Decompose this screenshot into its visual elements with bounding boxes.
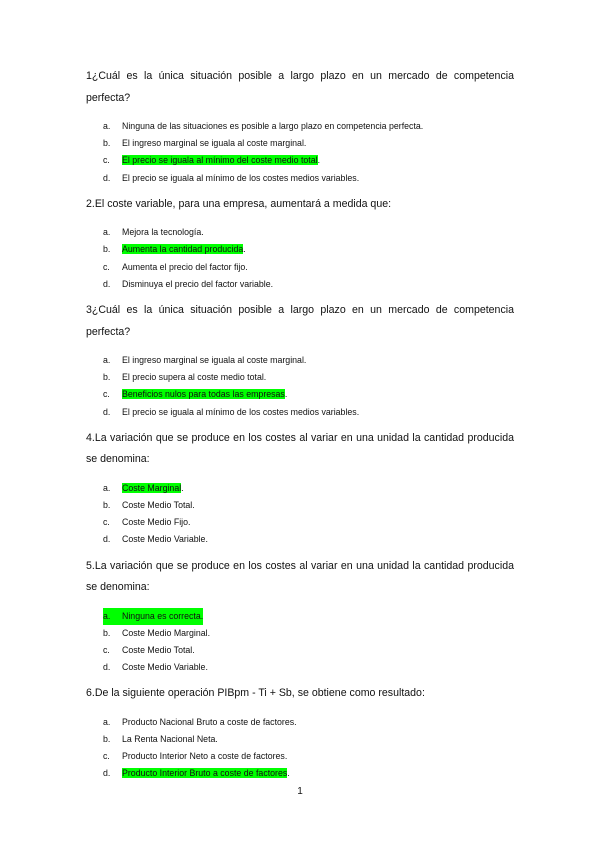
option-letter: b. — [103, 499, 111, 510]
option-item — [86, 659, 514, 676]
option-text: El precio se iguala al mínimo de los costes medios variables. — [122, 172, 360, 183]
option-text-wrap — [122, 642, 195, 659]
option-text: Coste Medio Fijo. — [122, 517, 191, 528]
option-suffix: . — [181, 482, 184, 493]
question-text: 3¿Cuál es la única situación posible a largo plazo en un mercado de competencia perfecta? — [86, 304, 514, 338]
option-item — [86, 608, 514, 625]
document-page — [86, 66, 514, 790]
option-text-wrap — [122, 531, 208, 548]
highlighted-answer: Beneficios nulos para todas las empresas — [122, 389, 285, 400]
highlighted-answer: Coste Marginal — [122, 482, 182, 493]
option-suffix: . — [243, 244, 246, 255]
option-letter: a. — [103, 121, 111, 131]
option-item — [86, 642, 514, 659]
option-letter: c. — [103, 517, 110, 528]
question-text: 5.La variación que se produce en los costes al variar en una unidad la cantidad producida se denomina: — [86, 559, 514, 593]
option-item — [86, 765, 514, 782]
option-letter: c. — [103, 389, 110, 400]
option-text: La Renta Nacional Neta. — [122, 733, 218, 744]
option-letter: a. — [103, 482, 111, 493]
option-item — [86, 369, 514, 386]
option-letter: d. — [103, 534, 111, 545]
option-text-wrap — [122, 731, 218, 748]
option-text-wrap — [122, 276, 273, 293]
option-letter: a. — [103, 610, 111, 621]
option-text-wrap — [122, 714, 297, 731]
option-item — [86, 404, 514, 421]
option-text-wrap — [122, 259, 248, 276]
option-text-wrap — [122, 152, 320, 169]
options-list — [86, 608, 514, 677]
option-text-wrap — [122, 480, 184, 497]
option-text: Mejora la tecnología. — [122, 227, 204, 238]
option-letter: b. — [103, 627, 111, 638]
highlighted-answer: El precio se iguala al mínimo del coste medio total — [122, 155, 318, 166]
option-letter: c. — [103, 155, 110, 166]
option-letter: d. — [103, 406, 111, 417]
option-text: Producto Interior Neto a coste de factores. — [122, 751, 288, 762]
option-text: Coste Medio Variable. — [122, 662, 208, 673]
option-letter: b. — [103, 372, 111, 383]
highlighted-answer: Aumenta la cantidad producida — [122, 244, 244, 255]
option-text-wrap — [122, 497, 195, 514]
option-text: Coste Medio Variable. — [122, 534, 208, 545]
option-item — [86, 625, 514, 642]
option-letter: d. — [103, 662, 111, 673]
options-list — [86, 224, 514, 293]
option-text-wrap — [122, 765, 290, 782]
option-text-wrap — [122, 170, 359, 187]
option-letter: a. — [103, 355, 111, 365]
option-text-wrap — [122, 748, 287, 765]
option-letter: b. — [103, 244, 111, 255]
option-text: Ninguna de las situaciones es posible a largo plazo en competencia perfecta. — [122, 121, 424, 131]
option-text-wrap — [122, 625, 210, 642]
option-letter: d. — [103, 768, 111, 779]
highlighted-answer — [103, 608, 203, 625]
option-text: Ninguna es correcta. — [122, 610, 204, 621]
option-text-wrap — [122, 241, 246, 258]
option-text-wrap — [122, 352, 306, 369]
option-text: El precio se iguala al mínimo de los costes medios variables. — [122, 406, 360, 417]
option-text: El precio supera al coste medio total. — [122, 372, 267, 383]
option-text: Aumenta el precio del factor fijo. — [122, 261, 248, 272]
option-item — [86, 276, 514, 293]
option-text-wrap — [122, 369, 266, 386]
option-text-wrap — [122, 135, 306, 152]
option-suffix: . — [317, 155, 321, 166]
option-text: Disminuya el precio del factor variable. — [122, 278, 274, 289]
option-letter: d. — [103, 172, 111, 183]
option-letter: b. — [103, 733, 111, 744]
option-letter: b. — [103, 138, 111, 149]
options-list — [86, 714, 514, 783]
option-item — [86, 731, 514, 748]
option-text-wrap — [122, 659, 208, 676]
option-item — [86, 352, 514, 369]
option-item — [86, 135, 514, 152]
question-text: 4.La variación que se produce en los costes al variar en una unidad la cantidad producida se denomina: — [86, 431, 514, 466]
option-text: Producto Nacional Bruto a coste de factores. — [122, 716, 297, 727]
option-text: Coste Medio Total. — [122, 499, 195, 510]
options-list — [86, 480, 514, 549]
options-list — [86, 118, 514, 187]
question-text: 1¿Cuál es la única situación posible a largo plazo en un mercado de competencia perfecta? — [86, 70, 514, 104]
option-item — [86, 497, 514, 514]
option-item — [86, 514, 514, 531]
option-item — [86, 152, 514, 169]
option-letter: c. — [103, 261, 110, 272]
option-suffix: . — [284, 389, 288, 400]
option-item — [86, 259, 514, 276]
option-letter: c. — [103, 644, 110, 655]
option-item — [86, 386, 514, 403]
option-item — [86, 118, 514, 135]
option-text-wrap — [122, 118, 423, 135]
option-item — [86, 241, 514, 258]
page-number: 1 — [297, 786, 303, 797]
option-letter: d. — [103, 278, 111, 289]
question-text: 6.De la siguiente operación PIBpm - Ti + Sb, se obtiene como resultado: — [86, 687, 425, 700]
option-item — [86, 748, 514, 765]
option-letter: c. — [103, 751, 110, 762]
option-item — [86, 714, 514, 731]
option-suffix: . — [287, 768, 290, 779]
option-text-wrap — [122, 224, 204, 241]
option-item — [86, 170, 514, 187]
question-text: 2.El coste variable, para una empresa, aumentará a medida que: — [86, 197, 392, 210]
options-list — [86, 352, 514, 421]
option-item — [86, 480, 514, 497]
option-letter: a. — [103, 227, 111, 238]
option-text: Coste Medio Total. — [122, 644, 195, 655]
option-text-wrap — [122, 404, 359, 421]
option-item — [86, 531, 514, 548]
option-text: Coste Medio Marginal. — [122, 627, 211, 638]
option-text-wrap — [122, 386, 287, 403]
option-letter: a. — [103, 716, 111, 727]
option-text: El ingreso marginal se iguala al coste marginal. — [122, 355, 307, 365]
option-text: El ingreso marginal se iguala al coste marginal. — [122, 138, 307, 149]
highlighted-answer: Producto Interior Bruto a coste de factores — [122, 768, 288, 779]
option-text-wrap — [122, 514, 190, 531]
option-item — [86, 224, 514, 241]
